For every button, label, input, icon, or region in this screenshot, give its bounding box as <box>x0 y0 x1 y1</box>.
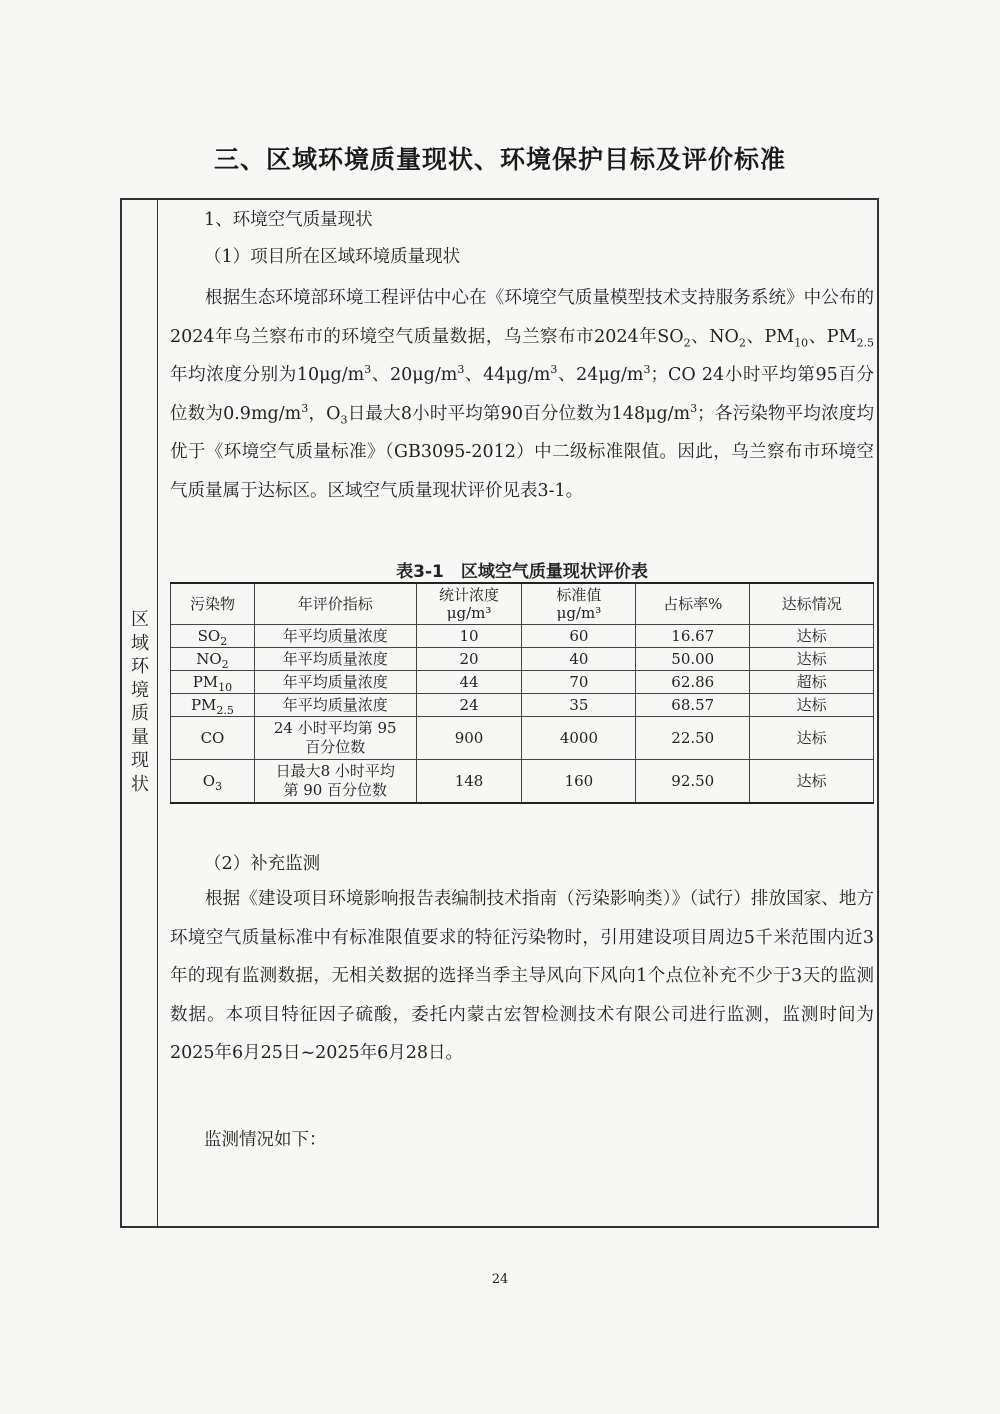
table-row <box>171 717 874 760</box>
cell-stat: 24 <box>416 694 522 717</box>
cell-stat: 10 <box>416 625 522 648</box>
side-char: 量 <box>131 726 149 748</box>
cell-pollutant: $SO_2$ <box>171 625 255 648</box>
cell-status: 达标 <box>750 625 874 648</box>
header-status: 达标情况 <box>750 583 874 625</box>
cell-indicator: 年平均质量浓度 <box>254 671 416 694</box>
cell-ratio: 22.50 <box>636 717 750 760</box>
cell-indicator: 年平均质量浓度 <box>254 694 416 717</box>
cell-stat: 20 <box>416 648 522 671</box>
cell-stat: 44 <box>416 671 522 694</box>
cell-ratio: 92.50 <box>636 760 750 804</box>
cell-status: 超标 <box>750 671 874 694</box>
cell-standard: 160 <box>522 760 636 804</box>
header-pollutant: 污染物 <box>171 583 255 625</box>
paragraph-monitoring-intro: 监测情况如下： <box>204 1130 327 1150</box>
table-row <box>171 694 874 717</box>
cell-indicator: 24 小时平均第 95 百分位数 <box>254 717 416 760</box>
cell-indicator: 年平均质量浓度 <box>254 625 416 648</box>
cell-pollutant: CO <box>171 717 255 760</box>
side-char: 区 <box>131 609 149 630</box>
cell-indicator: 日最大8 小时平均 第 90 百分位数 <box>254 760 416 804</box>
header-standard: 标准值 μg/m³ <box>522 583 636 625</box>
table-row <box>171 671 874 694</box>
cell-standard: 4000 <box>522 717 636 760</box>
cell-standard: 35 <box>522 694 636 717</box>
cell-ratio: 16.67 <box>636 625 750 648</box>
cell-pollutant: $NO_2$ <box>171 648 255 671</box>
cell-pollutant: $O_3$ <box>171 760 255 804</box>
side-char: 现 <box>131 750 149 771</box>
subsection-heading-1: （1）项目所在区域环境质量现状 <box>204 247 461 267</box>
cell-pollutant: $PM_{10}$ <box>171 671 255 694</box>
side-char: 质 <box>131 703 149 724</box>
cell-stat: 900 <box>416 717 522 760</box>
section-heading: 1、环境空气质量现状 <box>204 210 373 230</box>
cell-pollutant: $PM_{2.5}$ <box>171 694 255 717</box>
header-indicator: 年评价指标 <box>254 583 416 625</box>
cell-standard: 40 <box>522 648 636 671</box>
cell-status: 达标 <box>750 648 874 671</box>
cell-standard: 60 <box>522 625 636 648</box>
side-label <box>122 608 158 796</box>
paragraph-monitoring: 根据《建设项目环境影响报告表编制技术指南（污染影响类）》（试行）排放国家、地方环境空气质量标准中有标准限值要求的特征污染物时，引用建设项目周边5千米范围内近3年的现有监测数据，无相关数据的选择当季主导风向下风向1个点位补充不少于3天的监测数据。本项目特征因子硫酸，委托内蒙古宏智检测技术有限公司进行监测，监测时间为2025年6月25日~2025年6月28日。 <box>170 889 874 1063</box>
cell-ratio: 62.86 <box>636 671 750 694</box>
side-char: 域 <box>131 632 149 654</box>
paragraph-air-quality: 根据生态环境部环境工程评估中心在《环境空气质量模型技术支持服务系统》中公布的2024年乌兰察布市的环境空气质量数据，乌兰察布市2024年$SO_2$、$NO_2$、$PM_{10}$、$PM_{2.5}$年均浓度分别为$10\mu g/m^3$、$20\mu g/m^3$、$44\mu g/m^3$、$24\mu g/m^3$；CO 24小时平均第95百分位数为$0.9mg/m^3$，$O_3$日最大8小时平均第90百分位数为$148\mu g/m^3$；各污染物平均浓度均优于《环境空气质量标准》（GB3095-2012）中二级标准限值。因此，乌兰察布市环境空气质量属于达标区。区域空气质量现状评价见表3-1。 <box>170 288 874 501</box>
table-header-row <box>171 583 874 625</box>
table-row <box>171 648 874 671</box>
cell-status: 达标 <box>750 760 874 804</box>
cell-indicator: 年平均质量浓度 <box>254 648 416 671</box>
page-title: 三、区域环境质量现状、环境保护目标及评价标准 <box>213 145 786 174</box>
cell-stat: 148 <box>416 760 522 804</box>
cell-ratio: 68.57 <box>636 694 750 717</box>
side-char: 境 <box>131 679 149 701</box>
table-row <box>171 625 874 648</box>
cell-ratio: 50.00 <box>636 648 750 671</box>
header-ratio: 占标率% <box>636 583 750 625</box>
air-quality-table <box>170 582 874 804</box>
subsection-heading-2: （2）补充监测 <box>204 854 321 874</box>
header-stat: 统计浓度 μg/m³ <box>416 583 522 625</box>
cell-standard: 70 <box>522 671 636 694</box>
table-row <box>171 760 874 804</box>
side-char: 状 <box>131 773 149 795</box>
content-frame <box>120 198 879 1228</box>
cell-status: 达标 <box>750 717 874 760</box>
table-caption: 表3-1 区域空气质量现状评价表 <box>396 562 648 582</box>
cell-status: 达标 <box>750 694 874 717</box>
page-number: 24 <box>491 1272 509 1287</box>
side-char: 环 <box>131 656 149 677</box>
side-column <box>122 200 158 1226</box>
